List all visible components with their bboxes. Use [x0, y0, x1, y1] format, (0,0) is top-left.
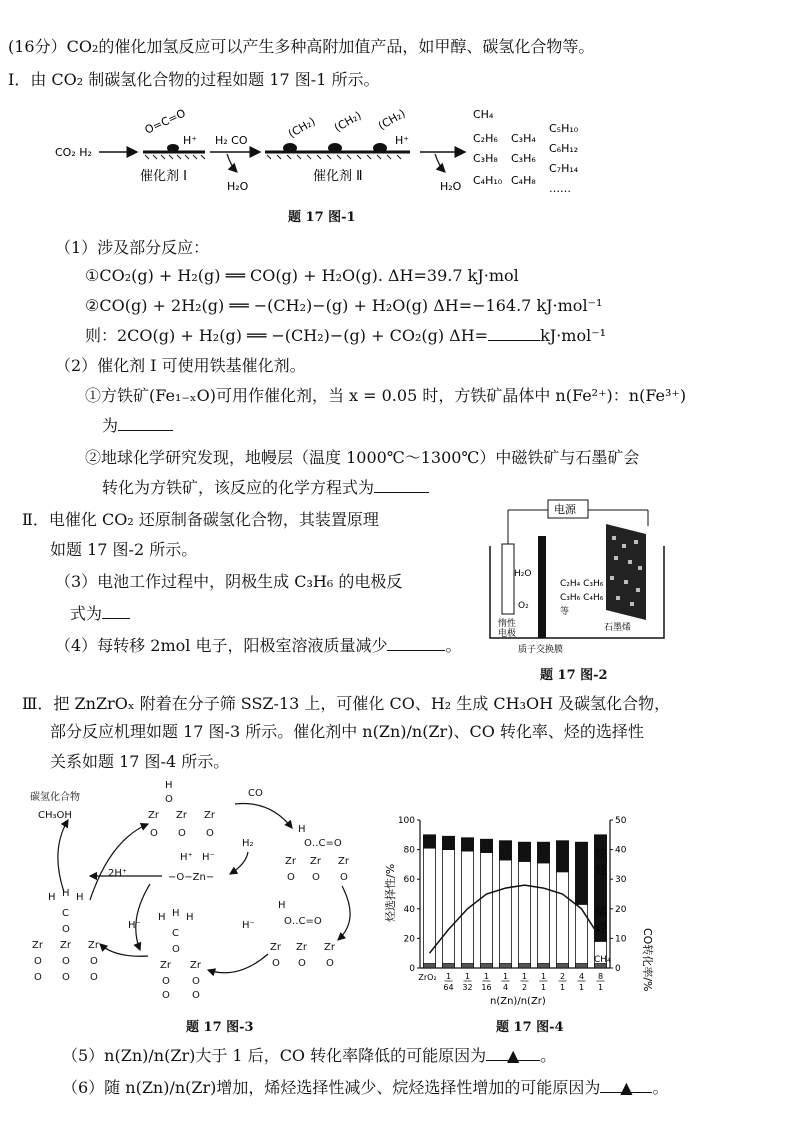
q5-period: 。 — [540, 1046, 557, 1065]
q1-title: （1）涉及部分反应： — [55, 238, 210, 257]
fig3-atom: O — [312, 872, 320, 883]
fig1-ch2-3: (CH₂) — [376, 106, 408, 133]
q2-sub1-blank[interactable] — [118, 416, 173, 431]
q5-text: （5）n(Zn)/n(Zr)大于 1 后，CO 转化率降低的可能原因为 — [62, 1046, 487, 1065]
fig2-membrane-label: 质子交换膜 — [518, 645, 564, 655]
fig1-product: C₃H₈ — [473, 152, 498, 165]
co-conversion-line — [430, 885, 601, 953]
bar-alkene — [575, 904, 587, 963]
bar-alkene — [442, 850, 454, 964]
fig3-h2-label: H₂ — [242, 838, 254, 849]
fig3-species-top — [148, 780, 216, 839]
fig1-product: C₂H₆ — [473, 132, 498, 145]
bar-ch4 — [556, 964, 568, 968]
chart-y2-tick-label: 40 — [615, 845, 627, 856]
chart-x-label: n(Zn)/n(Zr) — [490, 996, 546, 1007]
chart-y-tick-label: 0 — [409, 964, 415, 974]
chart-x-tick-label: 2 — [559, 972, 566, 981]
q4-text: （4）每转移 2mol 电子，阳极室溶液质量减少 — [55, 636, 388, 655]
fig3-atom: O — [62, 924, 70, 935]
fig1-ch2-dot-1 — [283, 143, 297, 153]
bar-ch4 — [461, 964, 473, 968]
chart-y-label: 烃选择性/% — [384, 863, 397, 922]
chart-x-tick-label: 4 — [578, 972, 585, 981]
chart-x-tick-label: 64 — [443, 983, 454, 992]
q1-reaction-2: ②CO(g) + 2H₂(g) ══ −(CH₂)−(g) + H₂O(g) ΔH=−164.7 kJ·mol⁻¹ — [85, 296, 603, 315]
fig3-atom: O — [206, 828, 214, 839]
q6-text: （6）随 n(Zn)/n(Zr)增加，烯烃选择性减少、烷烃选择性增加的可能原因为 — [62, 1078, 601, 1097]
chart-y-tick-label: 20 — [403, 934, 415, 945]
q2-sub1-text: 为 — [102, 416, 119, 435]
fig3-atom: H — [76, 892, 84, 903]
fig3-atom: O‥C=O — [284, 916, 322, 927]
figure-17-4-chart — [380, 790, 680, 1020]
q4-line — [55, 636, 461, 656]
fig3-atom: Zr — [285, 856, 296, 867]
fig3-atom: O — [192, 990, 200, 1001]
fig3-atom: Zr — [270, 942, 281, 953]
bar-alkane — [499, 841, 511, 860]
fig3-arrow-co — [235, 804, 292, 829]
fig3-atom: Zr — [310, 856, 321, 867]
q6-period: 。 — [652, 1078, 669, 1097]
chart-x-tick-label: 1 — [540, 972, 547, 981]
fig3-atom: O — [90, 972, 98, 983]
q1-answer-blank[interactable] — [488, 326, 540, 341]
part3-line2: 部分反应机理如题 17 图-3 所示。催化剂中 n(Zn)/n(Zr)、CO 转化率、烃的选择性 — [50, 722, 644, 741]
fig2-product-3: 等 — [560, 607, 570, 617]
q2-sub1: ①方铁矿(Fe₁₋ₓO)可用作催化剂，当 x = 0.05 时，方铁矿晶体中 n(Fe²⁺)：n(Fe³⁺) — [85, 386, 687, 405]
fig3-atom: O — [298, 958, 306, 969]
bar-ch4 — [480, 964, 492, 968]
chart-x-tick-label: 1 — [521, 972, 528, 981]
q6-blank[interactable] — [600, 1078, 652, 1097]
fig3-product-hydrocarbon: 碳氢化合物 — [30, 792, 80, 803]
fig3-atom: O — [178, 828, 186, 839]
fig3-arrow-right-down — [338, 886, 350, 940]
bar-ch4 — [423, 964, 435, 968]
fig3-atom: O — [326, 958, 334, 969]
fig3-atom: O — [287, 872, 295, 883]
fig1-product: C₆H₁₂ — [549, 142, 579, 155]
fig3-atom: O — [162, 976, 170, 987]
fig2-graphene-label: 石墨烯 — [604, 623, 632, 633]
fig3-co-label: CO — [248, 788, 263, 799]
fig3-atom: H⁻ — [202, 852, 215, 863]
chart-x-tick-label: 1 — [578, 983, 585, 992]
fig3-atom: O — [90, 956, 98, 967]
q6-line — [62, 1078, 668, 1098]
fig2-left-label-1: 惰性 — [498, 619, 517, 629]
fig3-atom: O — [340, 872, 348, 883]
fig1-water-1: H₂O — [227, 180, 249, 193]
part1-heading: Ⅰ．由 CO₂ 制碳氢化合物的过程如题 17 图-1 所示。 — [8, 70, 380, 89]
fig3-atom: C — [172, 928, 179, 939]
fig3-atom: O — [192, 976, 200, 987]
bar-alkene — [499, 860, 511, 964]
q2-sub2-blank[interactable] — [374, 478, 429, 493]
fig3-arrow-h2 — [230, 852, 248, 874]
fig1-hplus-2: H⁺ — [395, 134, 410, 147]
fig3-atom: H — [186, 912, 194, 923]
chart-x-tick-label: ZrO₂ — [418, 973, 437, 982]
fig3-atom: Zr — [60, 940, 71, 951]
fig1-co2-adsorbed: O=C=O — [142, 106, 188, 137]
figure-17-3 — [20, 780, 380, 1010]
part3-line1: Ⅲ．把 ZnZrOₓ 附着在分子筛 SSZ-13 上，可催化 CO、H₂ 生成 CH₃OH 及碳氢化合物， — [22, 694, 671, 713]
legend-alkene-2: 烃 — [595, 921, 608, 935]
fig1-product: C₃H₄ — [511, 132, 536, 145]
fig3-arrow-up — [90, 824, 148, 900]
q2-title: （2）催化剂 Ⅰ 可使用铁基催化剂。 — [55, 356, 306, 375]
bar-alkane — [480, 839, 492, 852]
fig3-arrow-bottom-left — [100, 944, 148, 956]
fig3-atom: Zr — [190, 960, 201, 971]
fig3-product-methanol: CH₃OH — [38, 810, 72, 821]
chart-x-tick-label: 1 — [559, 983, 566, 992]
fig3-caption: 题 17 图-3 — [186, 1020, 254, 1035]
fig3-atom: H — [278, 900, 286, 911]
chart-line — [430, 885, 601, 953]
bar-alkene — [461, 851, 473, 963]
q6-triangle: ▲ — [620, 1078, 633, 1097]
fig1-caption: 题 17 图-1 — [288, 210, 356, 225]
fig3-atom: Zr — [204, 810, 215, 821]
legend-alkane-2: 烃 — [595, 863, 608, 877]
chart-x-tick-label: 4 — [502, 983, 509, 992]
q5-blank[interactable] — [486, 1046, 540, 1065]
q1-unit: kJ·mol⁻¹ — [540, 326, 607, 345]
bar-ch4 — [537, 964, 549, 968]
q2-sub2-cont — [102, 478, 429, 498]
fig3-atom: Zr — [88, 940, 99, 951]
chart-x-tick-label: 2 — [521, 983, 528, 992]
fig3-atom: H — [298, 824, 306, 835]
fig3-atom: O — [162, 990, 170, 1001]
bar-alkene — [556, 872, 568, 964]
fig3-atom: O — [34, 956, 42, 967]
chart-y-tick-label: 100 — [397, 816, 415, 826]
fig1-adsorbate-dot — [167, 144, 179, 152]
fig3-atom: Zr — [32, 940, 43, 951]
figure-17-1 — [55, 100, 595, 200]
fig3-atom: O — [272, 958, 280, 969]
fig3-atom: O — [62, 972, 70, 983]
chart-y2-tick-label: 10 — [615, 934, 627, 945]
fig2-product-2: C₃H₆ C₄H₆ — [560, 593, 604, 603]
fig3-atom: O — [165, 794, 173, 805]
fig1-product: C₃H₆ — [511, 152, 536, 165]
fig3-atom: O — [34, 972, 42, 983]
bar-ch4 — [575, 964, 587, 968]
bar-ch4 — [442, 964, 454, 968]
fig3-arrow-bottom — [208, 954, 268, 973]
fig2-membrane — [538, 536, 546, 638]
chart-x-tick-label: 1 — [502, 972, 509, 981]
chart-x-tick-label: 8 — [597, 972, 604, 981]
fig4-caption: 题 17 图-4 — [496, 1020, 564, 1035]
fig1-products-col1 — [473, 108, 503, 187]
fig1-water-arrow-2 — [435, 154, 445, 172]
chart-y2-label: CO转化率/% — [641, 928, 654, 992]
figure-17-2 — [488, 496, 668, 658]
fig3-atom: H — [48, 892, 56, 903]
bar-alkane — [442, 836, 454, 849]
chart-x-tick-label: 1 — [597, 983, 604, 992]
fig1-ch2-1: (CH₂) — [286, 114, 318, 141]
fig2-power-label: 电源 — [554, 503, 576, 516]
part3-line3: 关系如题 17 图-4 所示。 — [50, 752, 230, 771]
q5-triangle: ▲ — [506, 1046, 520, 1065]
fig3-species-left — [32, 888, 100, 983]
fig3-atom: H — [158, 912, 166, 923]
chart-y-tick-label: 80 — [403, 845, 415, 856]
chart-bars — [423, 835, 606, 968]
bar-alkane — [537, 842, 549, 863]
fig3-species-bottom-right — [270, 900, 336, 969]
q2-sub1-cont — [102, 416, 173, 436]
chart-y2-tick-label: 0 — [615, 964, 621, 974]
fig3-species-center — [168, 838, 254, 883]
fig1-ch2-2: (CH₂) — [332, 108, 364, 135]
fig1-product: C₇H₁₄ — [549, 162, 579, 175]
fig1-water-arrow-1 — [227, 154, 237, 172]
fig3-atom: H⁺ — [180, 852, 193, 863]
fig1-water-2: H₂O — [440, 180, 462, 193]
fig3-species-bottom — [158, 908, 202, 1001]
fig3-arrow-to-products — [58, 820, 68, 892]
fig2-caption: 题 17 图-2 — [540, 668, 608, 683]
chart-y2-tick-label: 30 — [615, 875, 627, 886]
fig3-atom: Zr — [296, 942, 307, 953]
q3-line: （3）电池工作过程中，阴极生成 C₃H₆ 的电极反 — [55, 572, 403, 591]
q3-text: 式为 — [70, 604, 103, 623]
fig2-o2: O₂ — [518, 601, 529, 611]
fig1-products-col2 — [511, 132, 536, 187]
chart-x-tick-label: 32 — [462, 983, 473, 992]
part2-heading-cont: 如题 17 图-2 所示。 — [50, 540, 198, 559]
catalyst2-label: 催化剂 Ⅱ — [313, 169, 363, 184]
chart-y2-tick-label: 20 — [615, 904, 627, 915]
fig3-atom: Zr — [176, 810, 187, 821]
bar-alkene — [480, 853, 492, 964]
fig3-species-formate — [285, 824, 350, 883]
fig2-inert-electrode — [502, 544, 514, 614]
fig3-center-label: −O−Zn− — [168, 872, 215, 883]
fig1-reactants: CO₂ H₂ — [55, 146, 92, 159]
fig3-atom: Zr — [148, 810, 159, 821]
chart-x-tick-label: 1 — [445, 972, 452, 981]
chart-x-tick-label: 16 — [481, 983, 492, 992]
fig3-atom: H — [165, 780, 173, 791]
q3-blank[interactable] — [102, 604, 130, 619]
q2-sub2-text: 转化为方铁矿，该反应的化学方程式为 — [102, 478, 375, 497]
fig3-hminus-right: H⁻ — [242, 920, 255, 931]
bar-alkene — [518, 861, 530, 963]
fig3-atom: H — [172, 908, 180, 919]
fig3-arrow-down-left — [136, 884, 150, 950]
fig1-mid: H₂ CO — [215, 134, 248, 147]
legend-ch4: CH₄ — [594, 955, 611, 965]
fig1-product: C₅H₁₀ — [549, 122, 579, 135]
part2-heading: Ⅱ．电催化 CO₂ 还原制备碳氢化合物，其装置原理 — [22, 510, 379, 529]
fig3-atom: Zr — [338, 856, 349, 867]
chart-x-tick-label: 1 — [464, 972, 471, 981]
chart-x-tick-label: 1 — [540, 983, 547, 992]
fig3-hminus-left: H⁻ — [128, 920, 141, 931]
q5-line — [62, 1046, 556, 1066]
fig2-product-1: C₂H₄ C₃H₆ — [560, 579, 604, 589]
bar-alkane — [518, 842, 530, 861]
fig1-products-col3 — [549, 122, 579, 195]
fig3-atom: O — [150, 828, 158, 839]
chart-x-tick-label: 1 — [483, 972, 490, 981]
fig3-atom: O — [62, 956, 70, 967]
chart-y2-tick-label: 50 — [615, 816, 627, 826]
fig3-atom: Zr — [160, 960, 171, 971]
bar-alkene — [423, 848, 435, 963]
fig3-2h-label: 2H⁺ — [108, 868, 128, 879]
catalyst1-hatch — [145, 155, 205, 159]
q1-reaction-3-text: 则：2CO(g) + H₂(g) ══ −(CH₂)−(g) + CO₂(g) ΔH= — [85, 326, 489, 345]
fig3-atom: O — [172, 944, 180, 955]
fig1-product: …… — [549, 182, 571, 195]
bar-alkane — [575, 842, 587, 904]
q1-reaction-3 — [85, 326, 606, 346]
q3-line-cont — [70, 604, 130, 624]
q4-period: 。 — [445, 636, 462, 655]
q1-reaction-1: ①CO₂(g) + H₂(g) ══ CO(g) + H₂O(g). ΔH=39.7 kJ·mol — [85, 266, 519, 285]
fig1-product: CH₄ — [473, 108, 494, 121]
legend-alkane-1: 烷 — [595, 847, 608, 861]
catalyst2-hatch — [267, 155, 401, 159]
bar-alkane — [423, 835, 435, 848]
fig1-ch2-dot-2 — [328, 143, 342, 153]
fig3-atom: O‥C=O — [304, 838, 342, 849]
fig2-h2o: H₂O — [514, 569, 532, 579]
chart-y-tick-label: 40 — [403, 904, 415, 915]
bar-alkene — [537, 863, 549, 964]
bar-alkane — [556, 841, 568, 872]
q4-blank[interactable] — [387, 636, 445, 651]
fig3-atom: Zr — [324, 942, 335, 953]
fig1-product: C₄H₁₀ — [473, 174, 503, 187]
fig3-atom: C — [62, 908, 69, 919]
legend-alkene-1: 烯 — [595, 905, 608, 919]
fig1-hplus-1: H⁺ — [183, 134, 198, 147]
fig1-product: C₄H₈ — [511, 174, 536, 187]
fig2-left-label-2: 电极 — [498, 629, 517, 639]
catalyst1-label: 催化剂 Ⅰ — [140, 169, 187, 184]
bar-ch4 — [518, 964, 530, 968]
fig2-graphene-electrode — [606, 524, 646, 620]
intro-line: (16分）CO₂的催化加氢反应可以产生多种高附加值产品，如甲醇、碳氢化合物等。 — [8, 37, 595, 56]
fig1-ch2-dot-3 — [373, 143, 387, 153]
bar-alkane — [461, 838, 473, 851]
fig3-atom: H — [62, 888, 70, 899]
q2-sub2: ②地球化学研究发现，地幔层（温度 1000℃～1300℃）中磁铁矿与石墨矿会 — [85, 448, 640, 467]
chart-y-tick-label: 60 — [403, 875, 415, 886]
bar-ch4 — [499, 964, 511, 968]
